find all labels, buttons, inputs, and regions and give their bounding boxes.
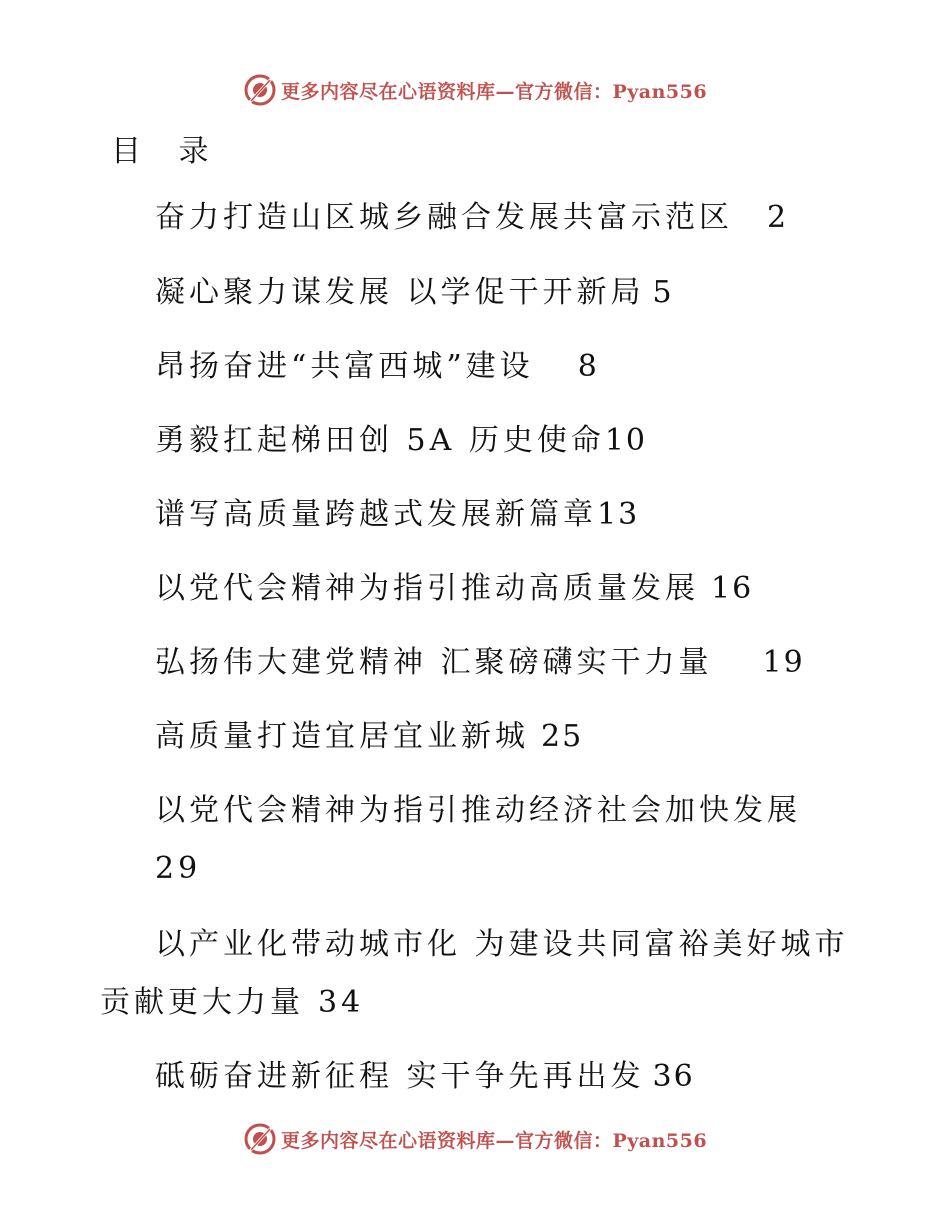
toc-item-text: 弘扬伟大建党精神 汇聚磅礴实干力量 — [155, 645, 713, 680]
toc-item-text: 谱写高质量跨越式发展新篇章 — [155, 497, 597, 532]
header-banner — [0, 70, 950, 110]
toc-item-page: 2 — [767, 200, 789, 235]
toc-item[interactable] — [155, 275, 674, 310]
toc-item[interactable] — [155, 719, 584, 754]
toc-item-text: 以产业化带动城市化 为建设共同富裕美好城市 — [155, 927, 849, 962]
toc-item[interactable] — [155, 1059, 695, 1094]
toc-item-page: 8 — [577, 349, 599, 384]
toc-item-page: 16 — [711, 571, 754, 606]
toc-item-page: 36 — [652, 1059, 695, 1094]
toc-item[interactable] — [155, 423, 648, 458]
toc-item-page: 29 — [155, 851, 202, 886]
toc-item-page: 19 — [762, 645, 805, 680]
toc-item-text: 凝心聚力谋发展 以学促干开新局 — [155, 275, 645, 310]
quill-logo-icon — [243, 73, 277, 107]
toc-item[interactable] — [155, 927, 849, 962]
quill-logo-icon — [243, 1122, 277, 1156]
footer-banner — [0, 1119, 950, 1159]
toc-item-text: 以党代会精神为指引推动高质量发展 — [155, 571, 699, 606]
toc-item[interactable] — [155, 571, 754, 606]
toc-item-text: 昂扬奋进“共富西城”建设 — [155, 349, 534, 384]
toc-item-text: 高质量打造宜居宜业新城 — [155, 719, 529, 754]
toc-item-text: 贡献更大力量 — [100, 985, 304, 1020]
toc-item-continued[interactable] — [100, 985, 365, 1020]
toc-item[interactable] — [155, 645, 805, 680]
toc-item-text: 砥砺奋进新征程 实干争先再出发 — [155, 1059, 645, 1094]
toc-item-page: 5 — [652, 275, 674, 310]
toc-item-page: 25 — [541, 719, 584, 754]
toc-item[interactable] — [155, 200, 789, 235]
toc-item[interactable] — [155, 349, 599, 384]
toc-item-text: 以党代会精神为指引推动经济社会加快发展 — [155, 793, 801, 828]
toc-title: 目 录 — [111, 134, 223, 169]
banner-text: 更多内容尽在心语资料库—官方微信：Pyan556 — [280, 1129, 708, 1152]
toc-item[interactable] — [155, 793, 801, 828]
toc-item-page: 34 — [318, 985, 365, 1020]
toc-item[interactable] — [155, 497, 640, 532]
toc-item-page: 10 — [604, 423, 648, 458]
toc-item-page: 13 — [597, 497, 640, 532]
toc-item-text: 奋力打造山区城乡融合发展共富示范区 — [155, 200, 733, 235]
toc-item-text: 勇毅扛起梯田创 5A 历史使命 — [155, 423, 605, 458]
banner-text: 更多内容尽在心语资料库—官方微信：Pyan556 — [280, 80, 708, 103]
